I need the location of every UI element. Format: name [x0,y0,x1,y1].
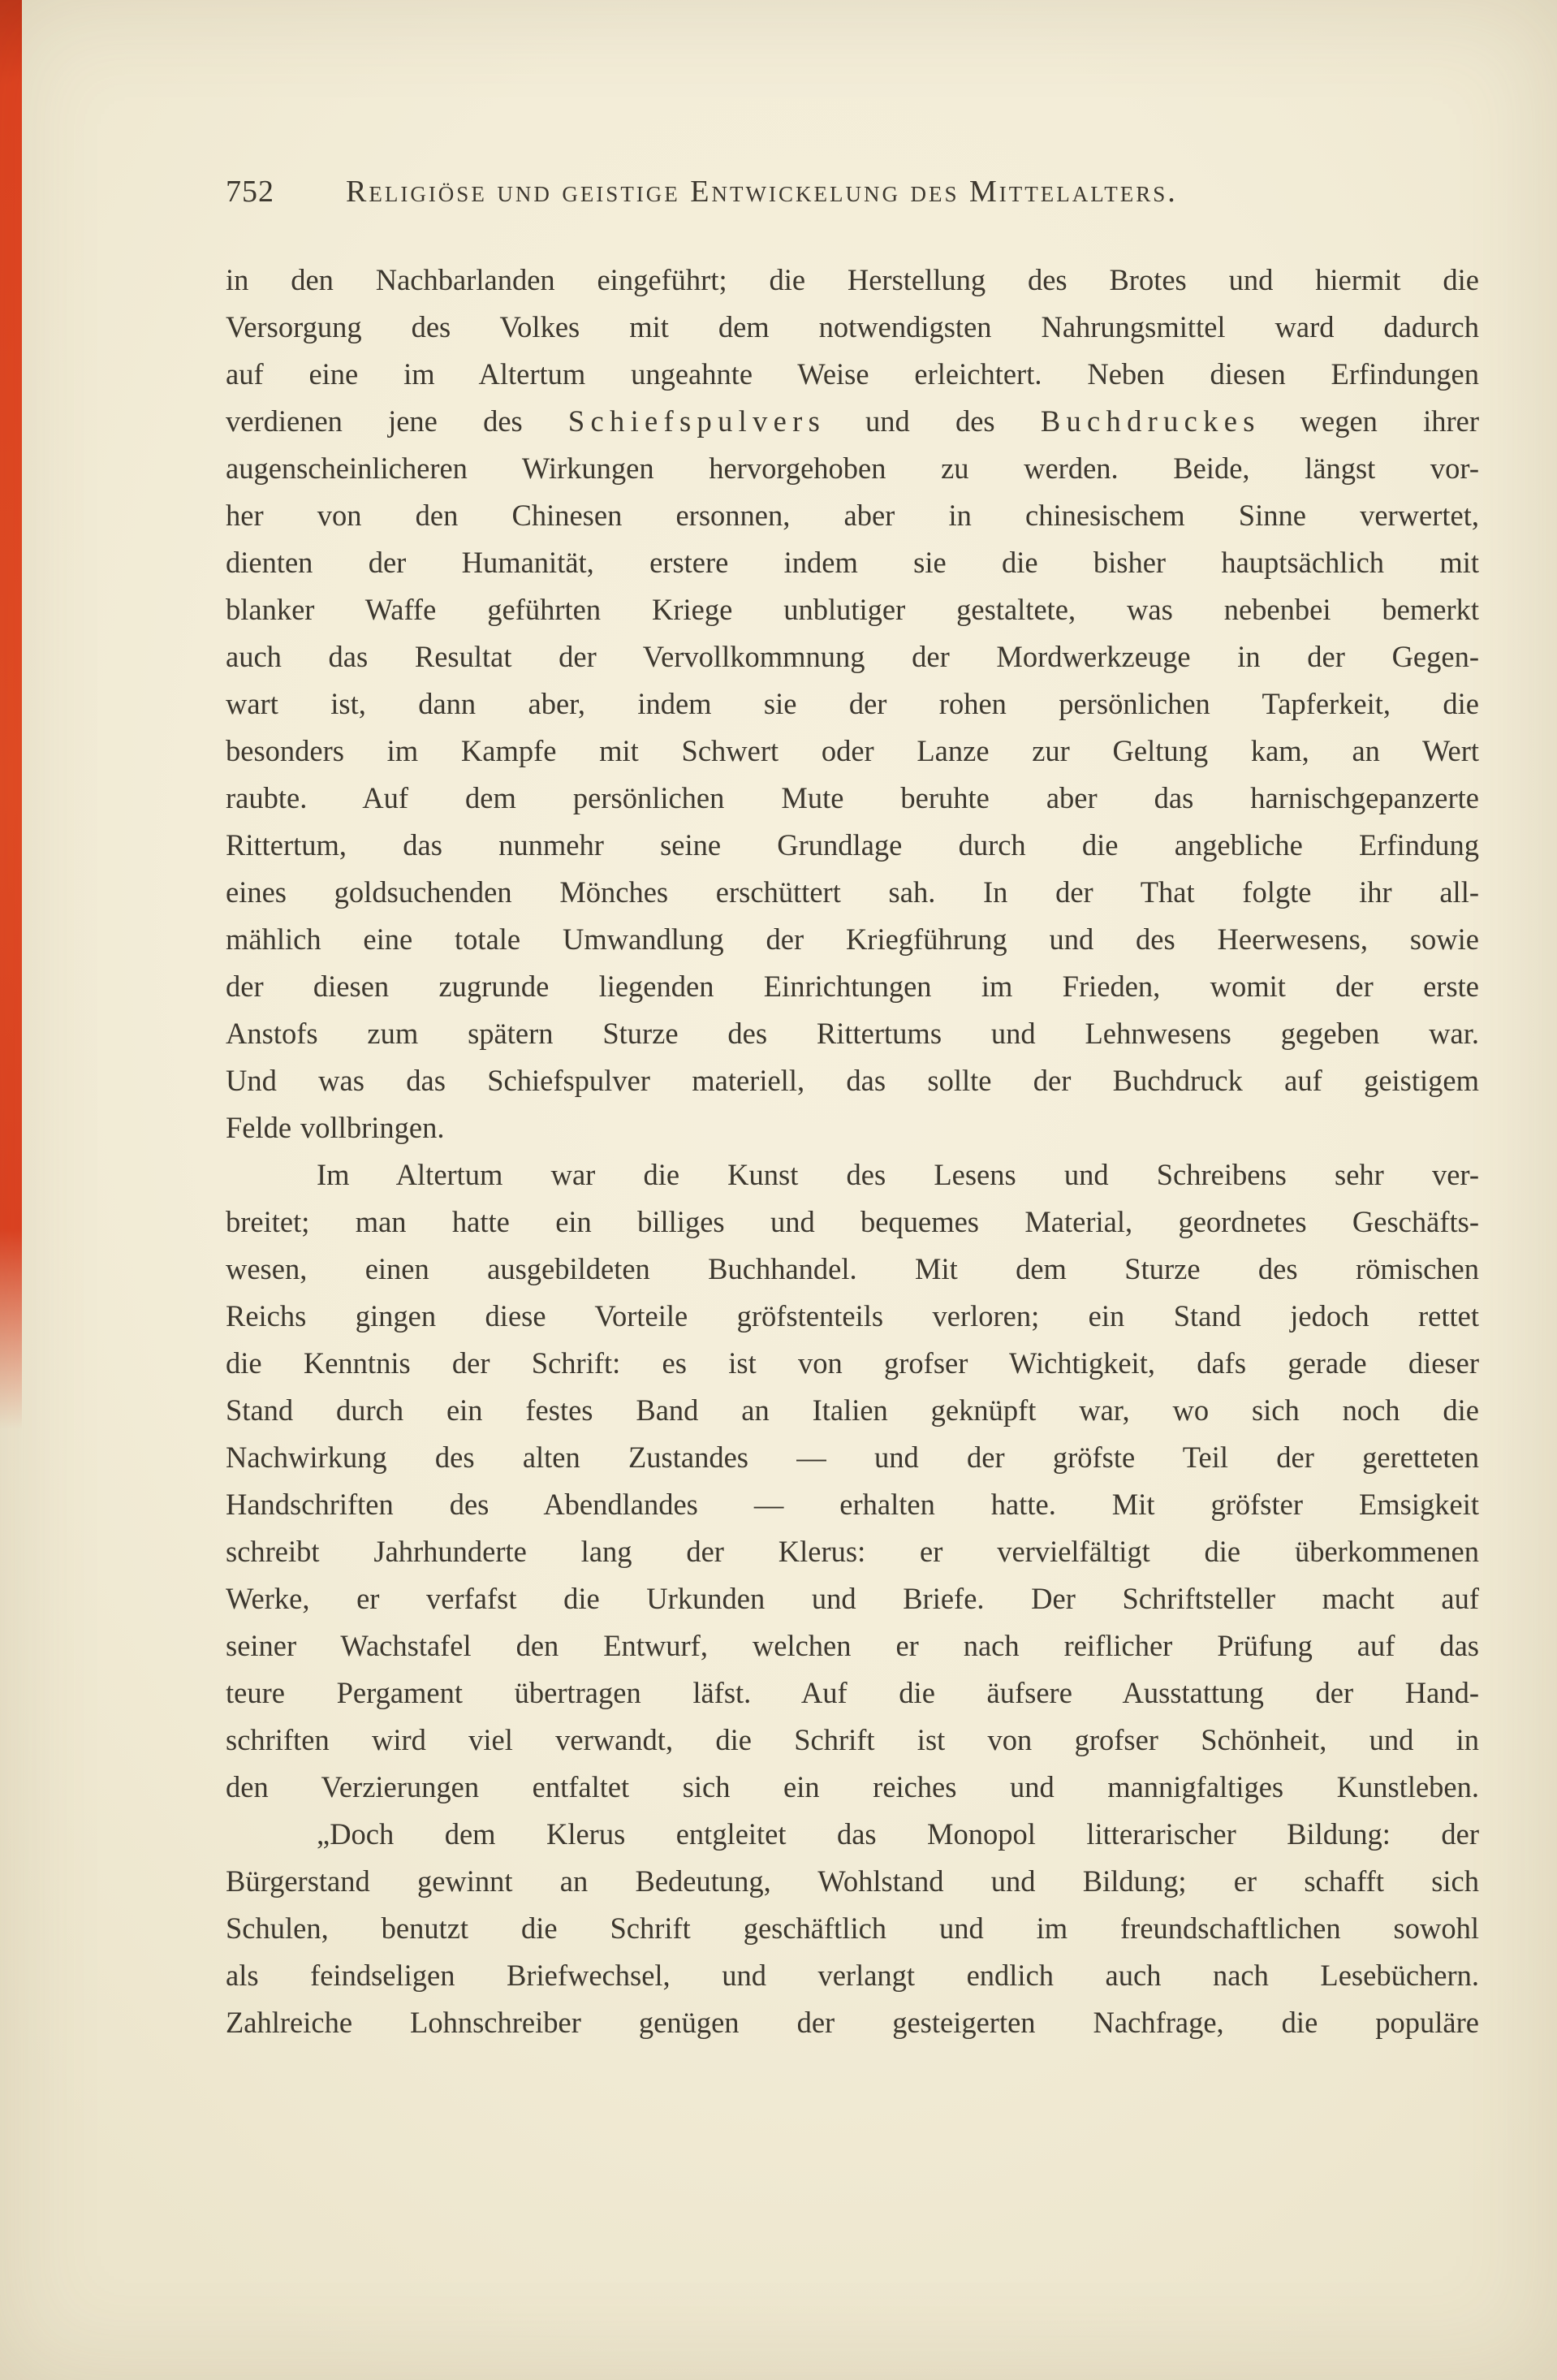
text-line: teure Pergament übertragen läfst. Auf die äufsere Ausstattung der Hand- [226,1676,1479,1709]
text-line: verdienen jene des S c h i e f s p u l v e r s und des B u c h d r u c k e s wegen ihrer [226,404,1479,438]
text-line: breitet; man hatte ein billiges und bequemes Material, geordnetes Geschäfts- [226,1205,1479,1238]
text-line: schreibt Jahrhunderte lang der Klerus: er vervielfältigt die überkommenen [226,1535,1479,1568]
text-line: Anstofs zum spätern Sturze des Rittertums und Lehnwesens gegeben war. [226,1017,1479,1050]
paragraph [226,1151,1479,1811]
text-line: Werke, er verfafst die Urkunden und Briefe. Der Schriftsteller macht auf [226,1582,1479,1615]
text-line: eines goldsuchenden Mönches erschüttert sah. In der That folgte ihr all- [226,875,1479,909]
paragraph [226,1811,1479,2046]
text-line: Reichs gingen diese Vorteile gröfstenteils verloren; ein Stand jedoch rettet [226,1299,1479,1333]
running-header [226,174,1479,209]
text-line: Im Altertum war die Kunst des Lesens und Schreibens sehr ver- [317,1158,1479,1191]
text-line: wesen, einen ausgebildeten Buchhandel. Mit dem Sturze des römischen [226,1252,1479,1285]
text-line: auch das Resultat der Vervollkommnung der Mordwerkzeuge in der Gegen- [226,640,1479,673]
text-line: als feindseligen Briefwechsel, und verlangt endlich auch nach Lesebüchern. [226,1959,1479,1992]
text-line: auf eine im Altertum ungeahnte Weise erleichtert. Neben diesen Erfindungen [226,357,1479,391]
text-line: mählich eine totale Umwandlung der Kriegführung und des Heerwesens, sowie [226,922,1479,956]
text-line: augenscheinlicheren Wirkungen hervorgehoben zu werden. Beide, längst vor- [226,451,1479,485]
text-line: her von den Chinesen ersonnen, aber in chinesischem Sinne verwertet, [226,499,1479,532]
text-line: besonders im Kampfe mit Schwert oder Lanze zur Geltung kam, an Wert [226,734,1479,767]
text-line: Zahlreiche Lohnschreiber genügen der gesteigerten Nachfrage, die populäre [226,2006,1479,2039]
text-line: Nachwirkung des alten Zustandes — und der gröfste Teil der geretteten [226,1441,1479,1474]
text-line: Bürgerstand gewinnt an Bedeutung, Wohlstand und Bildung; er schafft sich [226,1864,1479,1898]
text-line: seiner Wachstafel den Entwurf, welchen er nach reiflicher Prüfung auf das [226,1629,1479,1662]
text-line: Handschriften des Abendlandes — erhalten hatte. Mit gröfster Emsigkeit [226,1488,1479,1521]
text-line: in den Nachbarlanden eingeführt; die Herstellung des Brotes und hiermit die [226,263,1479,296]
page-edge-red-stain [0,0,22,1429]
text-line: Schulen, benutzt die Schrift geschäftlich und im freundschaftlichen sowohl [226,1911,1479,1945]
text-line: raubte. Auf dem persönlichen Mute beruhte aber das harnischgepanzerte [226,781,1479,814]
paragraph [226,257,1479,1151]
text-line: dienten der Humanität, erstere indem sie die bisher hauptsächlich mit [226,546,1479,579]
chapter-title: Religiöse und geistige Entwickelung des Mittelalters. [346,175,1178,209]
text-line: Rittertum, das nunmehr seine Grundlage durch die angebliche Erfindung [226,828,1479,862]
text-line: Felde vollbringen. [226,1111,445,1144]
text-line: die Kenntnis der Schrift: es ist von grofser Wichtigkeit, dafs gerade dieser [226,1346,1479,1380]
text-line: schriften wird viel verwandt, die Schrift ist von grofser Schönheit, und in [226,1723,1479,1756]
page-body [226,257,1479,2046]
text-line: Versorgung des Volkes mit dem notwendigsten Nahrungsmittel ward dadurch [226,310,1479,343]
page-number: 752 [226,175,274,209]
text-line: „Doch dem Klerus entgleitet das Monopol litterarischer Bildung: der [317,1817,1479,1851]
text-line: wart ist, dann aber, indem sie der rohen persönlichen Tapferkeit, die [226,687,1479,720]
text-line: den Verzierungen entfaltet sich ein reiches und mannigfaltiges Kunstleben. [226,1770,1479,1803]
text-line: Und was das Schiefspulver materiell, das sollte der Buchdruck auf geistigem [226,1064,1479,1097]
text-line: blanker Waffe geführten Kriege unblutiger gestaltete, was nebenbei bemerkt [226,593,1479,626]
text-line: Stand durch ein festes Band an Italien geknüpft war, wo sich noch die [226,1393,1479,1427]
text-line: der diesen zugrunde liegenden Einrichtungen im Frieden, womit der erste [226,970,1479,1003]
